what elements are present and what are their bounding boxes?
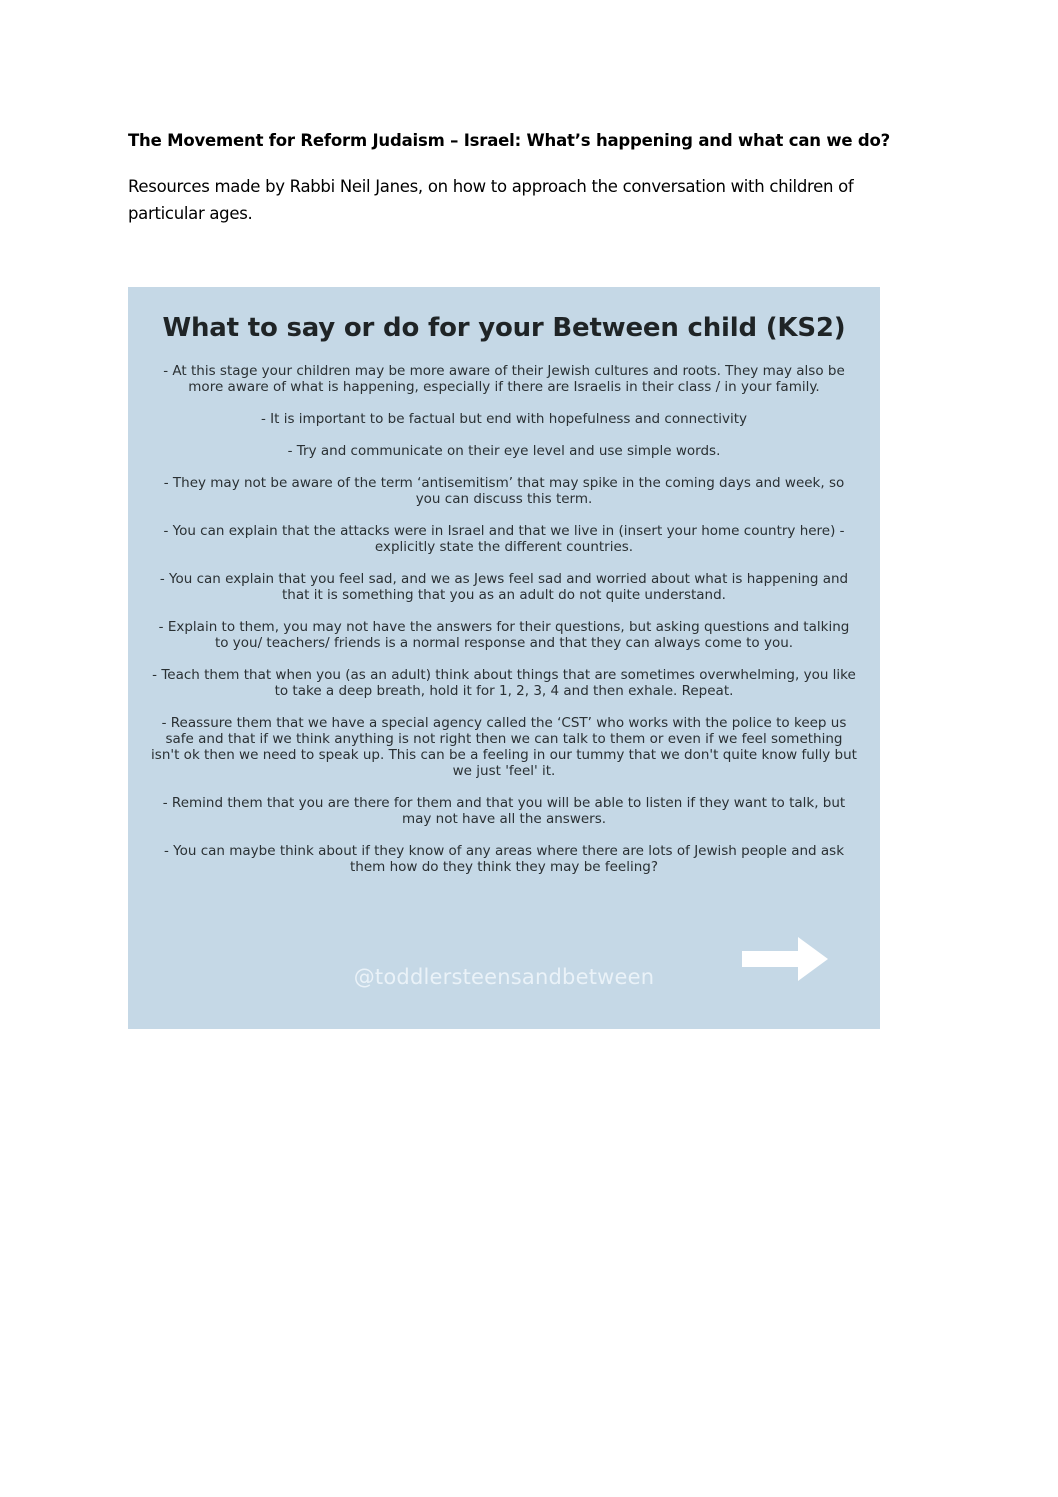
page-intro: Resources made by Rabbi Neil Janes, on how to approach the conversation with children of particular ages. bbox=[128, 177, 854, 223]
tip-item: - They may not be aware of the term ‘antisemitism’ that may spike in the coming days and week, so you can discuss this term. bbox=[163, 475, 845, 507]
tip-item: - Reassure them that we have a special agency called the ‘CST’ who works with the police to keep us safe and that if we think anything is not right then we can talk to them or even if we feel something isn't ok then we need to speak up. This can be a feeling in our tummy that we don't quite know fully but we just 'feel' it. bbox=[151, 715, 857, 779]
social-handle: @toddlersteensandbetween bbox=[353, 965, 655, 989]
right-arrow-icon bbox=[742, 937, 828, 981]
tip-item: - It is important to be factual but end with hopefulness and connectivity bbox=[260, 411, 748, 427]
infographic-heading: What to say or do for your Between child (KS2) bbox=[162, 313, 846, 343]
tip-item: - At this stage your children may be more aware of their Jewish cultures and roots. They may also be more aware of what is happening, especially if there are Israelis in their class / in your family. bbox=[163, 363, 845, 395]
tip-item: - Teach them that when you (as an adult) think about things that are sometimes overwhelming, you like to take a deep breath, hold it for 1, 2, 3, 4 and then exhale. Repeat. bbox=[152, 667, 856, 699]
page-title: The Movement for Reform Judaism – Israel: What’s happening and what can we do? bbox=[128, 131, 891, 150]
tip-item: - You can explain that the attacks were in Israel and that we live in (insert your home country here) - explicitly state the different countries. bbox=[163, 523, 845, 555]
tip-item: - Explain to them, you may not have the answers for their questions, but asking questions and talking to you/ teachers/ friends is a normal response and that they can always come to you. bbox=[158, 619, 850, 651]
tip-item: - Remind them that you are there for them and that you will be able to listen if they want to talk, but may not have all the answers. bbox=[162, 795, 846, 827]
infographic-image bbox=[128, 287, 880, 1029]
tips-list bbox=[150, 363, 858, 891]
tip-item: - Try and communicate on their eye level and use simple words. bbox=[287, 443, 721, 459]
tip-item: - You can explain that you feel sad, and we as Jews feel sad and worried about what is happening and that it is something that you as an adult do not quite understand. bbox=[159, 571, 849, 603]
tip-item: - You can maybe think about if they know of any areas where there are lots of Jewish people and ask them how do they think they may be feeling? bbox=[163, 843, 845, 875]
